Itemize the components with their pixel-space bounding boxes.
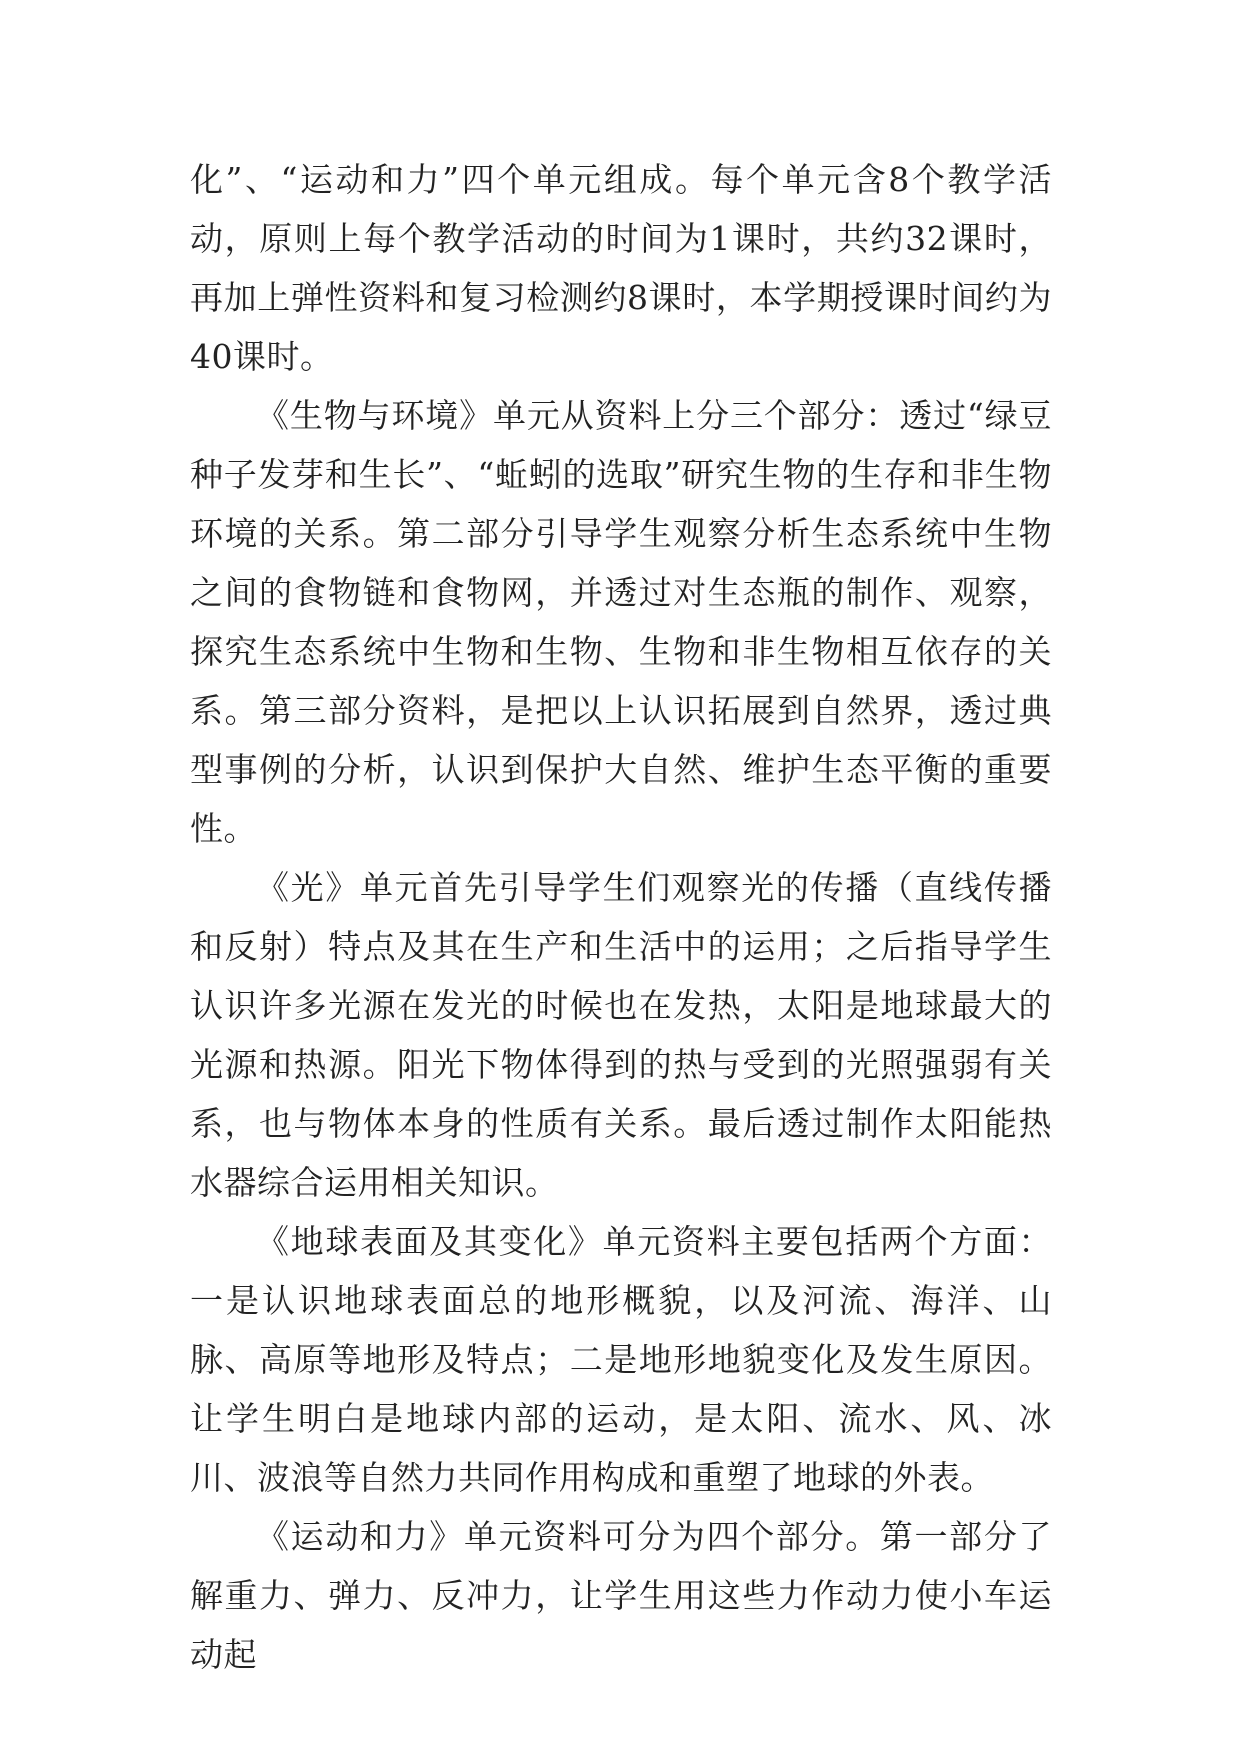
- paragraph-continuation: 化”、“运动和力”四个单元组成。每个单元含8个教学活动，原则上每个教学活动的时间为1课时，共约32课时，再加上弹性资料和复习检测约8课时，本学期授课时间约为40课时。: [190, 160, 1052, 376]
- paragraph-earth-surface: 《地球表面及其变化》单元资料主要包括两个方面：一是认识地球表面总的地形概貌，以及河流、海洋、山脉、高原等地形及特点；二是地形地貌变化及发生原因。让学生明白是地球内部的运动，是太阳、流水、风、冰川、波浪等自然力共同作用构成和重塑了地球的外表。: [190, 1222, 1052, 1497]
- document-body: [190, 150, 1052, 1684]
- paragraph-biology-environment: 《生物与环境》单元从资料上分三个部分：透过“绿豆种子发芽和生长”、“蚯蚓的选取”研究生物的生存和非生物环境的关系。第二部分引导学生观察分析生态系统中生物之间的食物链和食物网，并透过对生态瓶的制作、观察，探究生态系统中生物和生物、生物和非生物相互依存的关系。第三部分资料，是把以上认识拓展到自然界，透过典型事例的分析，认识到保护大自然、维护生态平衡的重要性。: [190, 396, 1052, 848]
- paragraph-motion-force: 《运动和力》单元资料可分为四个部分。第一部分了解重力、弹力、反冲力，让学生用这些力作动力使小车运动起: [190, 1517, 1052, 1674]
- paragraph-light: 《光》单元首先引导学生们观察光的传播（直线传播和反射）特点及其在生产和生活中的运用；之后指导学生认识许多光源在发光的时候也在发热，太阳是地球最大的光源和热源。阳光下物体得到的热与受到的光照强弱有关系，也与物体本身的性质有关系。最后透过制作太阳能热水器综合运用相关知识。: [190, 868, 1052, 1202]
